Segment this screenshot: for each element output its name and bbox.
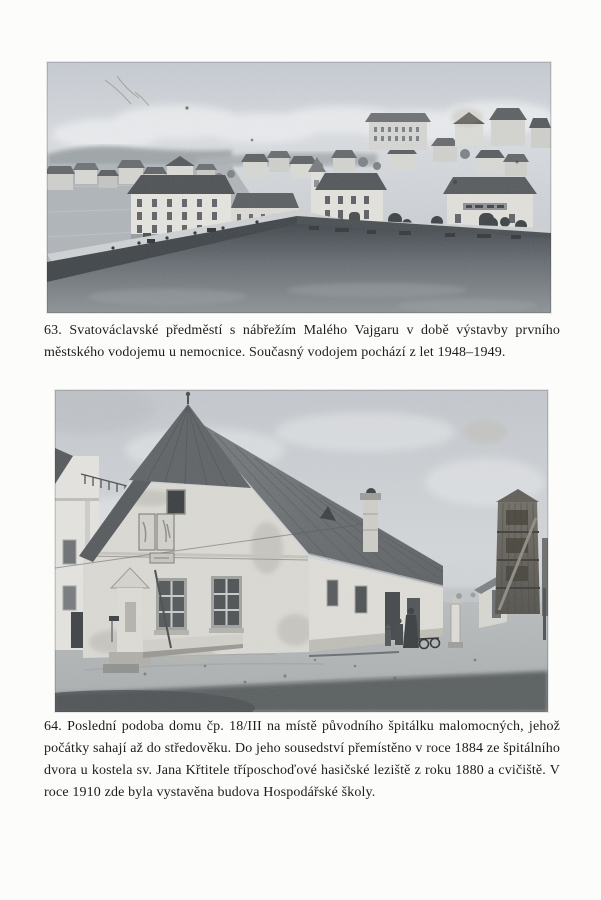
- town-pond-illustration: [47, 62, 551, 313]
- figure-64-caption: 64. Poslední podoba domu čp. 18/III na místě původního špitálku malomocných, jehož počátky sahají až do středověku. Do jeho sousedství přemístěno v roce 1884 ze špitálního dvora u kostela sv. Jana Křtitele tříposchoďové hasičské leziště z roku 1880 a cvičiště. V roce 1910 zde byla vystavěna budova Hospodářské školy.: [44, 719, 560, 800]
- photo-hospital-house: [55, 390, 548, 712]
- photo-town-pond: [47, 62, 551, 313]
- photo-grain: [47, 62, 551, 313]
- photo-grain: [55, 390, 548, 712]
- hospital-house-illustration: [55, 390, 548, 712]
- figure-63-caption: 63. Svatováclavské předměstí s nábřežím Malého Vajgaru v době výstavby prvního městského vodojemu u nemocnice. Současný vodojem pochází z let 1948–1949.: [44, 323, 560, 360]
